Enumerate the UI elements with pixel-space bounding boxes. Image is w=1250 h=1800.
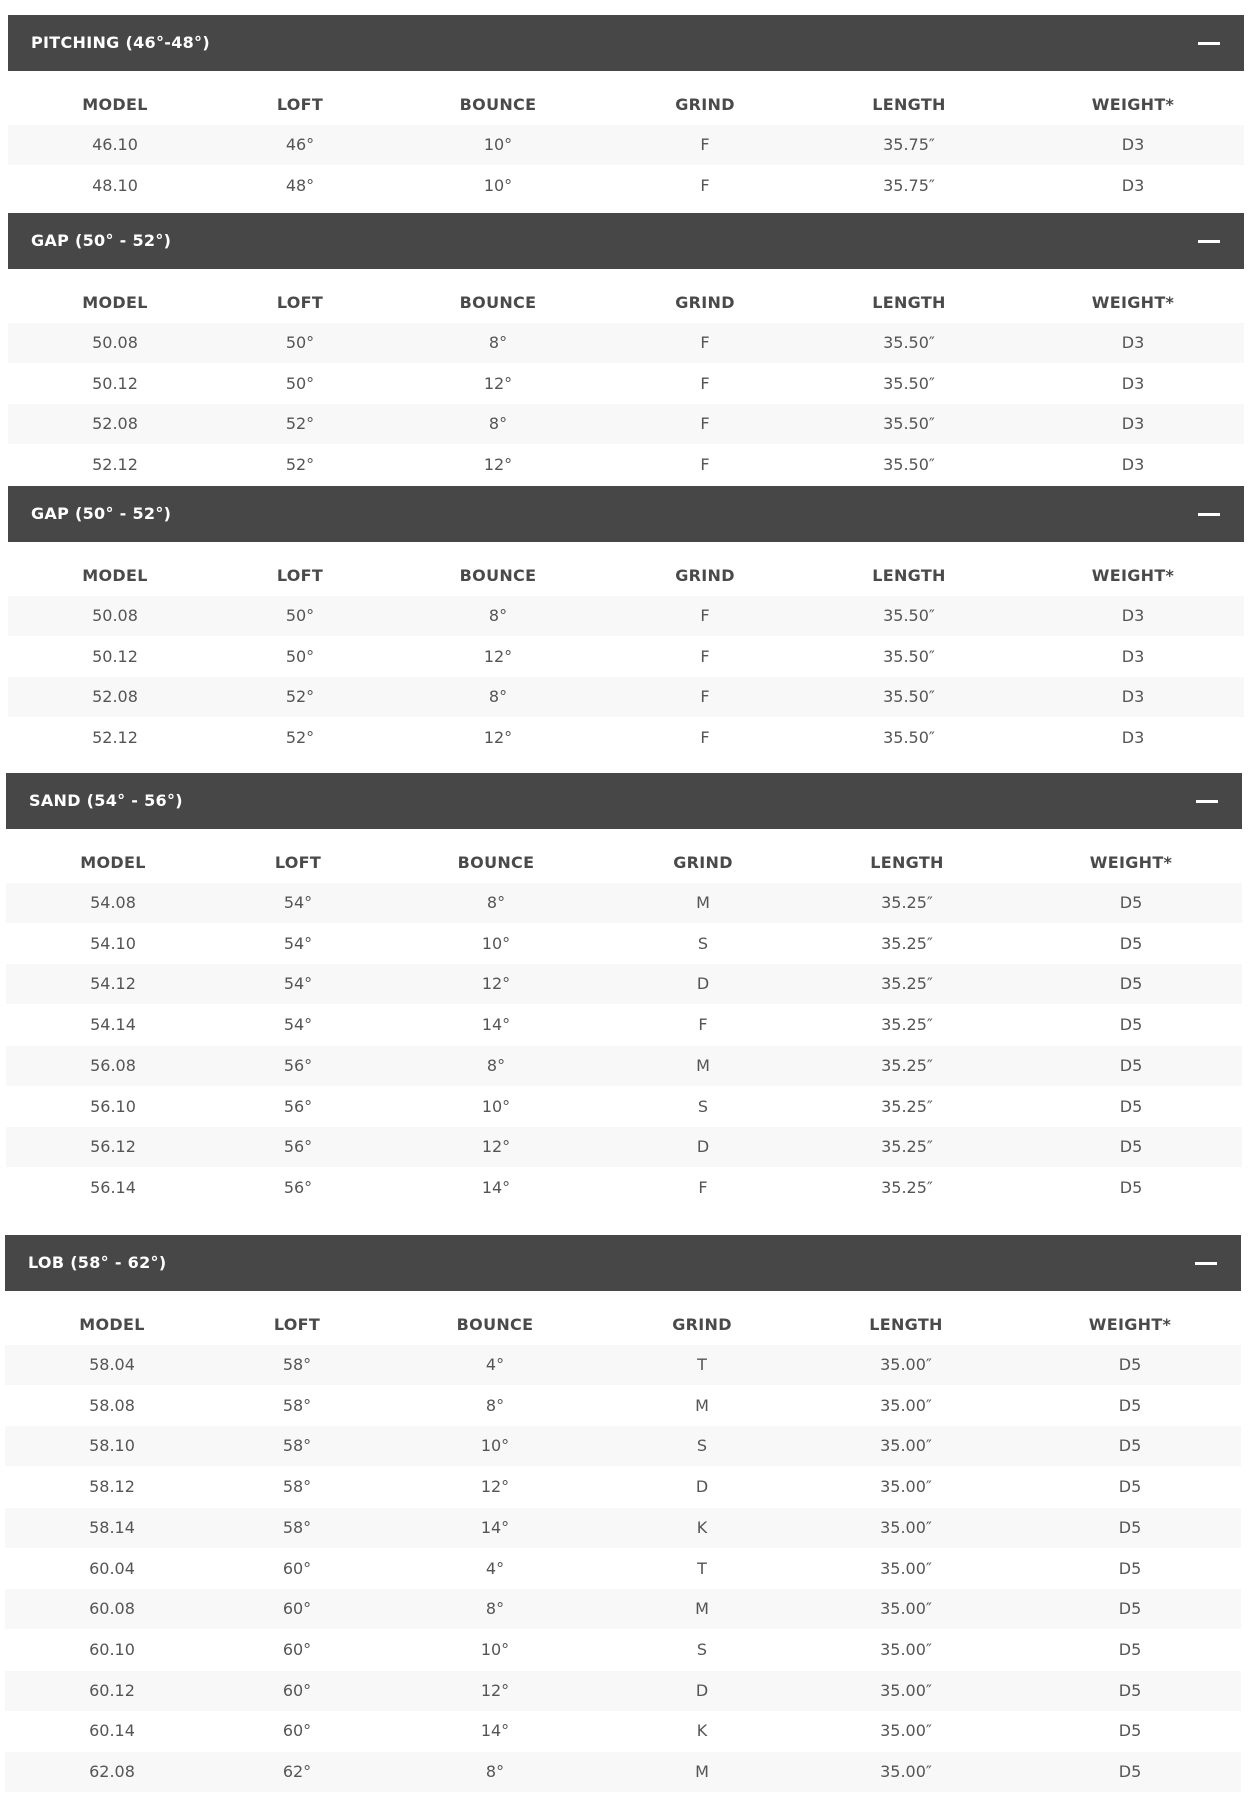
table-row <box>6 1005 1242 1045</box>
table-row <box>5 1630 1241 1670</box>
cell-model: 58.14 <box>89 1517 135 1537</box>
cell-weight: D5 <box>1118 1721 1142 1741</box>
column-header-bounce: BOUNCE <box>456 1315 534 1334</box>
cell-weight: D5 <box>1119 893 1143 912</box>
cell-weight: D3 <box>1121 373 1145 393</box>
cell-weight: D5 <box>1118 1599 1142 1619</box>
column-header-loft: LOFT <box>276 95 324 114</box>
cell-loft: 54° <box>283 933 313 953</box>
cell-weight: D3 <box>1121 687 1145 707</box>
cell-weight: D5 <box>1118 1639 1142 1659</box>
cell-loft: 58° <box>282 1477 312 1497</box>
cell-length: 35.00″ <box>880 1721 932 1741</box>
column-header-loft: LOFT <box>276 293 324 312</box>
cell-length: 35.75″ <box>883 175 935 195</box>
cell-grind: T <box>697 1355 707 1374</box>
cell-weight: D5 <box>1118 1517 1142 1537</box>
cell-grind: T <box>697 1558 707 1578</box>
cell-bounce: 12° <box>481 1137 511 1157</box>
cell-length: 35.25″ <box>881 1015 933 1035</box>
cell-grind: M <box>695 1599 709 1619</box>
section-title: GAP (50° - 52°) <box>31 231 172 250</box>
column-header-model: MODEL <box>82 293 148 312</box>
table-row <box>6 1087 1242 1127</box>
cell-bounce: 8° <box>488 414 508 434</box>
table-row <box>8 125 1244 165</box>
table-row <box>8 323 1244 363</box>
cell-length: 35.00″ <box>880 1762 932 1781</box>
table-row <box>5 1711 1241 1751</box>
cell-length: 35.25″ <box>881 1177 933 1197</box>
table-row <box>5 1671 1241 1711</box>
cell-loft: 54° <box>283 1015 313 1035</box>
cell-bounce: 12° <box>480 1477 510 1497</box>
cell-bounce: 14° <box>480 1721 510 1741</box>
table-row <box>8 637 1244 677</box>
table-row <box>6 1127 1242 1167</box>
cell-model: 58.04 <box>89 1355 135 1374</box>
cell-model: 52.12 <box>92 728 138 748</box>
column-header-loft: LOFT <box>276 566 324 585</box>
column-header-grind: GRIND <box>673 853 733 872</box>
column-header-weight: WEIGHT* <box>1091 293 1175 312</box>
column-header-loft: LOFT <box>273 1315 321 1334</box>
column-header-weight: WEIGHT* <box>1089 853 1173 872</box>
section-header-toggle[interactable] <box>8 15 1244 71</box>
cell-grind: S <box>697 933 709 953</box>
cell-weight: D5 <box>1119 1096 1143 1116</box>
table-row <box>8 404 1244 444</box>
column-header-grind: GRIND <box>675 293 735 312</box>
column-header-weight: WEIGHT* <box>1091 566 1175 585</box>
cell-length: 35.00″ <box>880 1639 932 1659</box>
cell-weight: D5 <box>1118 1680 1142 1700</box>
cell-model: 52.12 <box>92 455 138 475</box>
column-header-length: LENGTH <box>872 293 946 312</box>
cell-loft: 50° <box>285 373 315 393</box>
cell-bounce: 12° <box>483 646 513 666</box>
cell-model: 50.08 <box>92 606 138 625</box>
cell-grind: F <box>698 1177 708 1197</box>
cell-length: 35.00″ <box>880 1395 932 1415</box>
cell-weight: D3 <box>1121 455 1145 475</box>
column-header-model: MODEL <box>82 95 148 114</box>
cell-grind: D <box>695 1680 709 1700</box>
cell-model: 54.14 <box>90 1015 136 1035</box>
cell-length: 35.25″ <box>881 933 933 953</box>
cell-length: 35.25″ <box>881 974 933 994</box>
cell-loft: 56° <box>283 1096 313 1116</box>
cell-grind: D <box>696 974 710 994</box>
cell-grind: F <box>700 373 710 393</box>
section-title: GAP (50° - 52°) <box>31 504 172 523</box>
column-header-grind: GRIND <box>672 1315 732 1334</box>
table-row <box>5 1752 1241 1792</box>
cell-model: 56.08 <box>90 1055 136 1075</box>
cell-bounce: 8° <box>486 1055 506 1075</box>
table-row <box>8 718 1244 758</box>
cell-model: 52.08 <box>92 687 138 707</box>
cell-weight: D5 <box>1119 933 1143 953</box>
cell-bounce: 12° <box>483 455 513 475</box>
cell-model: 54.10 <box>90 933 136 953</box>
cell-length: 35.25″ <box>881 1096 933 1116</box>
cell-bounce: 10° <box>480 1639 510 1659</box>
section-header-toggle[interactable] <box>6 773 1242 829</box>
cell-model: 58.08 <box>89 1395 135 1415</box>
cell-length: 35.50″ <box>883 646 935 666</box>
cell-model: 56.10 <box>90 1096 136 1116</box>
cell-model: 54.08 <box>90 893 136 912</box>
section-title: PITCHING (46°-48°) <box>31 33 210 52</box>
cell-length: 35.75″ <box>883 135 935 154</box>
column-header-weight: WEIGHT* <box>1091 95 1175 114</box>
cell-grind: M <box>695 1762 709 1781</box>
cell-bounce: 12° <box>480 1680 510 1700</box>
cell-length: 35.00″ <box>880 1477 932 1497</box>
cell-weight: D3 <box>1121 333 1145 352</box>
cell-length: 35.50″ <box>883 606 935 625</box>
column-header-length: LENGTH <box>872 566 946 585</box>
table-row <box>5 1549 1241 1589</box>
cell-loft: 62° <box>282 1762 312 1781</box>
minus-icon[interactable] <box>1196 800 1218 803</box>
column-header-row <box>6 843 1242 883</box>
column-header-model: MODEL <box>82 566 148 585</box>
cell-weight: D5 <box>1119 974 1143 994</box>
cell-weight: D3 <box>1121 135 1145 154</box>
column-header-model: MODEL <box>79 1315 145 1334</box>
cell-bounce: 10° <box>481 1096 511 1116</box>
column-header-row <box>8 283 1244 323</box>
cell-weight: D3 <box>1121 175 1145 195</box>
column-header-length: LENGTH <box>870 853 944 872</box>
column-header-bounce: BOUNCE <box>459 566 537 585</box>
cell-model: 50.08 <box>92 333 138 352</box>
cell-bounce: 10° <box>481 933 511 953</box>
cell-model: 56.12 <box>90 1137 136 1157</box>
column-header-grind: GRIND <box>675 95 735 114</box>
cell-grind: F <box>700 455 710 475</box>
cell-bounce: 10° <box>480 1436 510 1456</box>
column-header-row <box>5 1305 1241 1345</box>
cell-model: 56.14 <box>90 1177 136 1197</box>
table-row <box>5 1467 1241 1507</box>
cell-bounce: 14° <box>480 1517 510 1537</box>
cell-model: 58.12 <box>89 1477 135 1497</box>
cell-grind: M <box>695 1395 709 1415</box>
cell-loft: 56° <box>283 1177 313 1197</box>
cell-weight: D5 <box>1118 1355 1142 1374</box>
cell-grind: F <box>700 646 710 666</box>
cell-grind: M <box>696 893 710 912</box>
minus-icon[interactable] <box>1198 240 1220 243</box>
cell-model: 58.10 <box>89 1436 135 1456</box>
minus-icon[interactable] <box>1198 513 1220 516</box>
cell-model: 52.08 <box>92 414 138 434</box>
cell-weight: D5 <box>1118 1477 1142 1497</box>
cell-weight: D3 <box>1121 646 1145 666</box>
cell-loft: 58° <box>282 1395 312 1415</box>
cell-bounce: 12° <box>483 373 513 393</box>
cell-length: 35.50″ <box>883 333 935 352</box>
cell-weight: D5 <box>1119 1177 1143 1197</box>
table-row <box>5 1345 1241 1385</box>
cell-length: 35.00″ <box>880 1558 932 1578</box>
cell-loft: 58° <box>282 1517 312 1537</box>
column-header-loft: LOFT <box>274 853 322 872</box>
cell-bounce: 8° <box>485 1395 505 1415</box>
section-header-toggle[interactable] <box>5 1235 1241 1291</box>
cell-length: 35.00″ <box>880 1355 932 1374</box>
table-row <box>5 1386 1241 1426</box>
table-row <box>8 445 1244 485</box>
cell-bounce: 4° <box>485 1355 505 1374</box>
table-row <box>5 1589 1241 1629</box>
cell-loft: 54° <box>283 893 313 912</box>
cell-grind: F <box>700 175 710 195</box>
cell-model: 62.08 <box>89 1762 135 1781</box>
cell-length: 35.00″ <box>880 1599 932 1619</box>
table-row <box>8 596 1244 636</box>
column-header-bounce: BOUNCE <box>457 853 535 872</box>
column-header-length: LENGTH <box>869 1315 943 1334</box>
cell-loft: 48° <box>285 175 315 195</box>
cell-grind: F <box>698 1015 708 1035</box>
section-title: LOB (58° - 62°) <box>28 1253 167 1272</box>
section-title: SAND (54° - 56°) <box>29 791 183 810</box>
cell-weight: D5 <box>1119 1137 1143 1157</box>
cell-bounce: 8° <box>486 893 506 912</box>
column-header-bounce: BOUNCE <box>459 95 537 114</box>
cell-grind: F <box>700 728 710 748</box>
cell-grind: S <box>696 1639 708 1659</box>
cell-bounce: 12° <box>483 728 513 748</box>
table-row <box>8 166 1244 206</box>
cell-grind: F <box>700 135 710 154</box>
cell-bounce: 8° <box>488 687 508 707</box>
cell-bounce: 14° <box>481 1177 511 1197</box>
cell-length: 35.25″ <box>881 1137 933 1157</box>
section-header-toggle[interactable] <box>8 486 1244 542</box>
cell-loft: 52° <box>285 687 315 707</box>
cell-loft: 60° <box>282 1721 312 1741</box>
cell-grind: F <box>700 606 710 625</box>
cell-grind: S <box>697 1096 709 1116</box>
cell-grind: F <box>700 687 710 707</box>
cell-grind: D <box>695 1477 709 1497</box>
cell-length: 35.50″ <box>883 414 935 434</box>
section-header-toggle[interactable] <box>8 213 1244 269</box>
cell-model: 60.08 <box>89 1599 135 1619</box>
cell-loft: 50° <box>285 606 315 625</box>
cell-loft: 56° <box>283 1137 313 1157</box>
cell-grind: D <box>696 1137 710 1157</box>
minus-icon[interactable] <box>1195 1262 1217 1265</box>
cell-loft: 52° <box>285 455 315 475</box>
cell-length: 35.50″ <box>883 687 935 707</box>
cell-loft: 46° <box>285 135 315 154</box>
cell-loft: 52° <box>285 728 315 748</box>
cell-bounce: 8° <box>485 1762 505 1781</box>
cell-model: 60.10 <box>89 1639 135 1659</box>
cell-weight: D5 <box>1119 1015 1143 1035</box>
cell-bounce: 10° <box>483 135 513 154</box>
cell-length: 35.25″ <box>881 1055 933 1075</box>
cell-model: 50.12 <box>92 373 138 393</box>
cell-grind: K <box>696 1517 708 1537</box>
cell-loft: 56° <box>283 1055 313 1075</box>
cell-model: 60.04 <box>89 1558 135 1578</box>
cell-bounce: 8° <box>488 333 508 352</box>
column-header-row <box>8 85 1244 125</box>
cell-weight: D5 <box>1118 1395 1142 1415</box>
cell-model: 60.14 <box>89 1721 135 1741</box>
table-row <box>6 883 1242 923</box>
column-header-length: LENGTH <box>872 95 946 114</box>
column-header-bounce: BOUNCE <box>459 293 537 312</box>
table-row <box>8 677 1244 717</box>
table-row <box>6 1168 1242 1208</box>
table-row <box>6 1046 1242 1086</box>
column-header-model: MODEL <box>80 853 146 872</box>
minus-icon[interactable] <box>1198 42 1220 45</box>
cell-weight: D5 <box>1118 1762 1142 1781</box>
cell-length: 35.50″ <box>883 373 935 393</box>
table-row <box>6 924 1242 964</box>
cell-loft: 58° <box>282 1355 312 1374</box>
cell-bounce: 4° <box>485 1558 505 1578</box>
cell-bounce: 14° <box>481 1015 511 1035</box>
cell-bounce: 8° <box>488 606 508 625</box>
cell-weight: D5 <box>1119 1055 1143 1075</box>
cell-model: 46.10 <box>92 135 138 154</box>
cell-loft: 50° <box>285 333 315 352</box>
cell-loft: 54° <box>283 974 313 994</box>
cell-weight: D5 <box>1118 1558 1142 1578</box>
table-row <box>8 364 1244 404</box>
cell-length: 35.50″ <box>883 728 935 748</box>
cell-length: 35.25″ <box>881 893 933 912</box>
cell-weight: D3 <box>1121 728 1145 748</box>
cell-loft: 58° <box>282 1436 312 1456</box>
cell-loft: 60° <box>282 1599 312 1619</box>
cell-grind: F <box>700 414 710 434</box>
cell-length: 35.00″ <box>880 1436 932 1456</box>
cell-loft: 60° <box>282 1680 312 1700</box>
cell-grind: F <box>700 333 710 352</box>
column-header-grind: GRIND <box>675 566 735 585</box>
cell-grind: K <box>696 1721 708 1741</box>
cell-loft: 52° <box>285 414 315 434</box>
table-row <box>6 964 1242 1004</box>
cell-bounce: 12° <box>481 974 511 994</box>
cell-bounce: 8° <box>485 1599 505 1619</box>
column-header-row <box>8 556 1244 596</box>
cell-weight: D3 <box>1121 606 1145 625</box>
cell-weight: D5 <box>1118 1436 1142 1456</box>
cell-length: 35.50″ <box>883 455 935 475</box>
cell-model: 54.12 <box>90 974 136 994</box>
cell-loft: 60° <box>282 1558 312 1578</box>
cell-loft: 60° <box>282 1639 312 1659</box>
cell-grind: M <box>696 1055 710 1075</box>
cell-grind: S <box>696 1436 708 1456</box>
cell-loft: 50° <box>285 646 315 666</box>
cell-bounce: 10° <box>483 175 513 195</box>
cell-model: 48.10 <box>92 175 138 195</box>
table-row <box>5 1426 1241 1466</box>
cell-length: 35.00″ <box>880 1680 932 1700</box>
table-row <box>5 1508 1241 1548</box>
column-header-weight: WEIGHT* <box>1088 1315 1172 1334</box>
cell-model: 50.12 <box>92 646 138 666</box>
cell-model: 60.12 <box>89 1680 135 1700</box>
cell-weight: D3 <box>1121 414 1145 434</box>
cell-length: 35.00″ <box>880 1517 932 1537</box>
